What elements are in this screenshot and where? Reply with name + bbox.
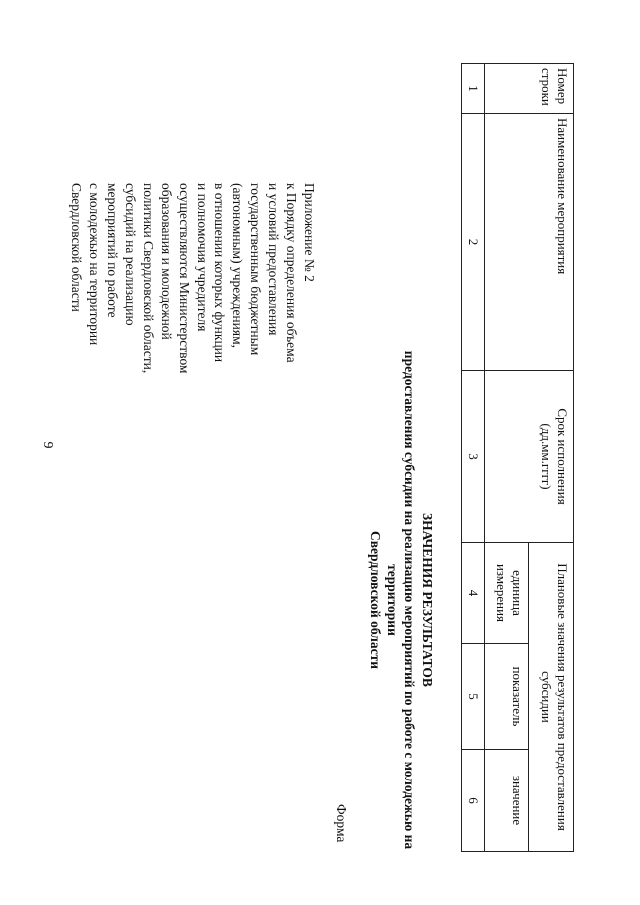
column-number: 4	[462, 543, 485, 644]
appendix-line: Приложение № 2	[302, 183, 317, 282]
appendix-line: образования и молодежной	[158, 183, 174, 340]
appendix-line: Свердловской области	[69, 183, 85, 312]
title-region: Свердловской области	[368, 530, 383, 670]
appendix-line: в отношении которых функции	[212, 183, 228, 363]
form-label: Форма	[334, 804, 349, 843]
page-number: 9	[40, 441, 55, 449]
column-number: 3	[462, 371, 485, 543]
header-value: значение	[485, 750, 530, 852]
document-title	[367, 320, 436, 880]
appendix-line: мероприятий по работе	[105, 183, 121, 318]
table-row	[462, 64, 485, 852]
appendix-line: осуществляются Министерством	[176, 183, 192, 374]
appendix-line: (автономным) учреждениям,	[230, 183, 246, 349]
column-number: 1	[462, 64, 485, 114]
header-event-name: Наименование мероприятия	[485, 114, 574, 371]
title-subheading: предоставления субсидии на реализацию мероприятий по работе с молодежью на территории	[385, 350, 417, 850]
title-heading: ЗНАЧЕНИЯ РЕЗУЛЬТАТОВ	[420, 513, 435, 687]
header-indicator: показатель	[485, 644, 530, 750]
header-row-number: Номер строки	[485, 64, 574, 114]
appendix-line: субсидий на реализацию	[122, 183, 138, 326]
appendix-line: и полномочия учредителя	[194, 183, 210, 332]
appendix-line: государственным бюджетным	[248, 183, 264, 356]
header-unit: единица измерения	[485, 543, 530, 644]
header-planned-values: Плановые значения результатов предоставления субсидии	[529, 543, 574, 852]
header-deadline: Срок исполнения (дд.мм.гггг)	[485, 371, 574, 543]
column-number: 5	[462, 644, 485, 750]
column-number: 2	[462, 114, 485, 371]
results-table	[461, 63, 574, 851]
column-number: 6	[462, 750, 485, 852]
appendix-line: политики Свердловской области,	[140, 183, 156, 374]
appendix-line: и условий предоставления	[266, 183, 282, 336]
appendix-line: к Порядку определения объема	[284, 183, 300, 363]
appendix-block	[67, 183, 318, 603]
appendix-line: с молодежью на территории	[87, 183, 103, 346]
